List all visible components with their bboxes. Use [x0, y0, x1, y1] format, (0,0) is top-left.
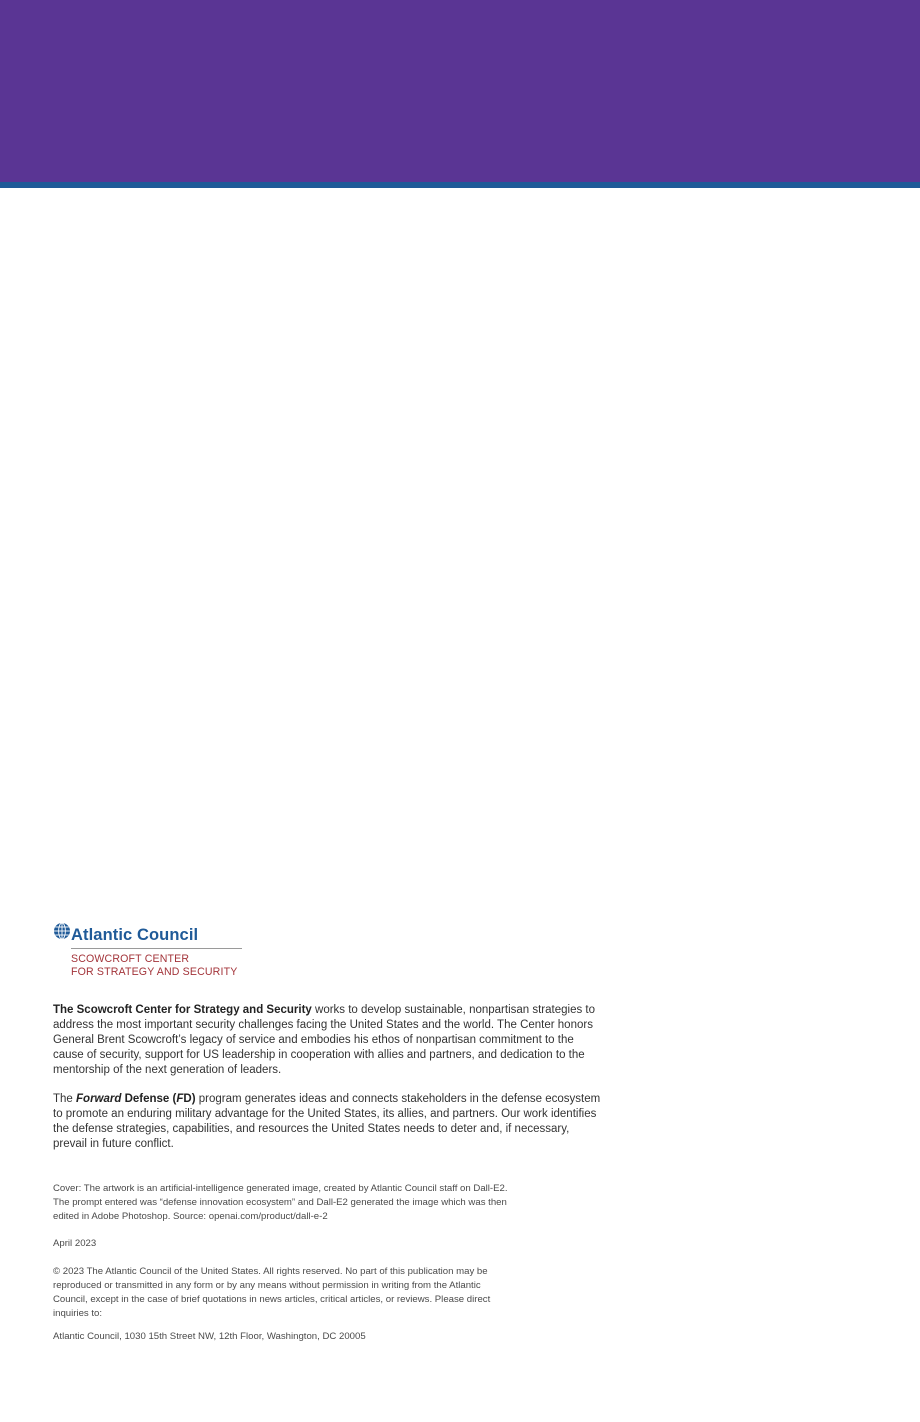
fd-prefix: The: [53, 1093, 77, 1105]
header-color-band: [0, 0, 920, 182]
center-name-line2: FOR STRATEGY AND SECURITY: [71, 966, 238, 979]
fd-abbrev-d: D): [183, 1093, 196, 1105]
contact-address: Atlantic Council, 1030 15th Street NW, 12th Floor, Washington, DC 20005: [53, 1331, 366, 1342]
logo-wordmark: Atlantic Council: [71, 926, 199, 944]
fd-forward-word: Forward: [76, 1093, 122, 1105]
fd-abbrev-f: F: [176, 1093, 184, 1105]
center-name-line1: SCOWCROFT CENTER: [71, 953, 190, 965]
globe-icon: [53, 922, 71, 940]
scowcroft-description-text: works to develop sustainable, nonpartisan strategies to address the most important security challenges facing the United States and the world. The Center honors General Brent Scowcroft’s legacy of service and embodies his ethos of nonpartisan commitment to the cause of security, support for US leadership in cooperation with allies and partners, and dedication to the mentorship of the next generation of leaders.: [53, 1004, 596, 1077]
publication-date: April 2023: [53, 1238, 97, 1249]
atlantic-council-logo: [53, 922, 253, 979]
cover-credit-note: Cover: The artwork is an artificial-intelligence generated image, created by Atlantic Council staff on Dall-E2. The prompt entered was “defense innovation ecosystem” and Dall-E2 generated the image which was then edited in Adobe Photoshop. Source: openai.com/product/dall-e-2: [53, 1183, 508, 1222]
fd-description-text: program generates ideas and connects stakeholders in the defense ecosystem to promote an enduring military advantage for the United States, its allies, and partners. Our work identifies the defense strategies, capabilities, and resources the United States needs to deter and, if necessary, prevail in future conflict.: [53, 1093, 601, 1151]
forward-defense-description: [53, 1092, 601, 1152]
scowcroft-center-name: The Scowcroft Center for Strategy and Security: [53, 1004, 312, 1016]
header-accent-rule: [0, 182, 920, 188]
scowcroft-center-description: [53, 1003, 601, 1078]
logo-row: [53, 922, 253, 948]
center-name: [71, 953, 237, 980]
fd-defense-word: Defense (: [121, 1093, 177, 1105]
logo-divider: [71, 948, 242, 949]
copyright-notice: © 2023 The Atlantic Council of the United States. All rights reserved. No part of this publication may be reproduced or transmitted in any form or by any means without permission in writing from the Atlantic Council, except in the case of brief quotations in news articles, critical articles, or reviews. Please direct inquiries to:: [53, 1266, 491, 1319]
